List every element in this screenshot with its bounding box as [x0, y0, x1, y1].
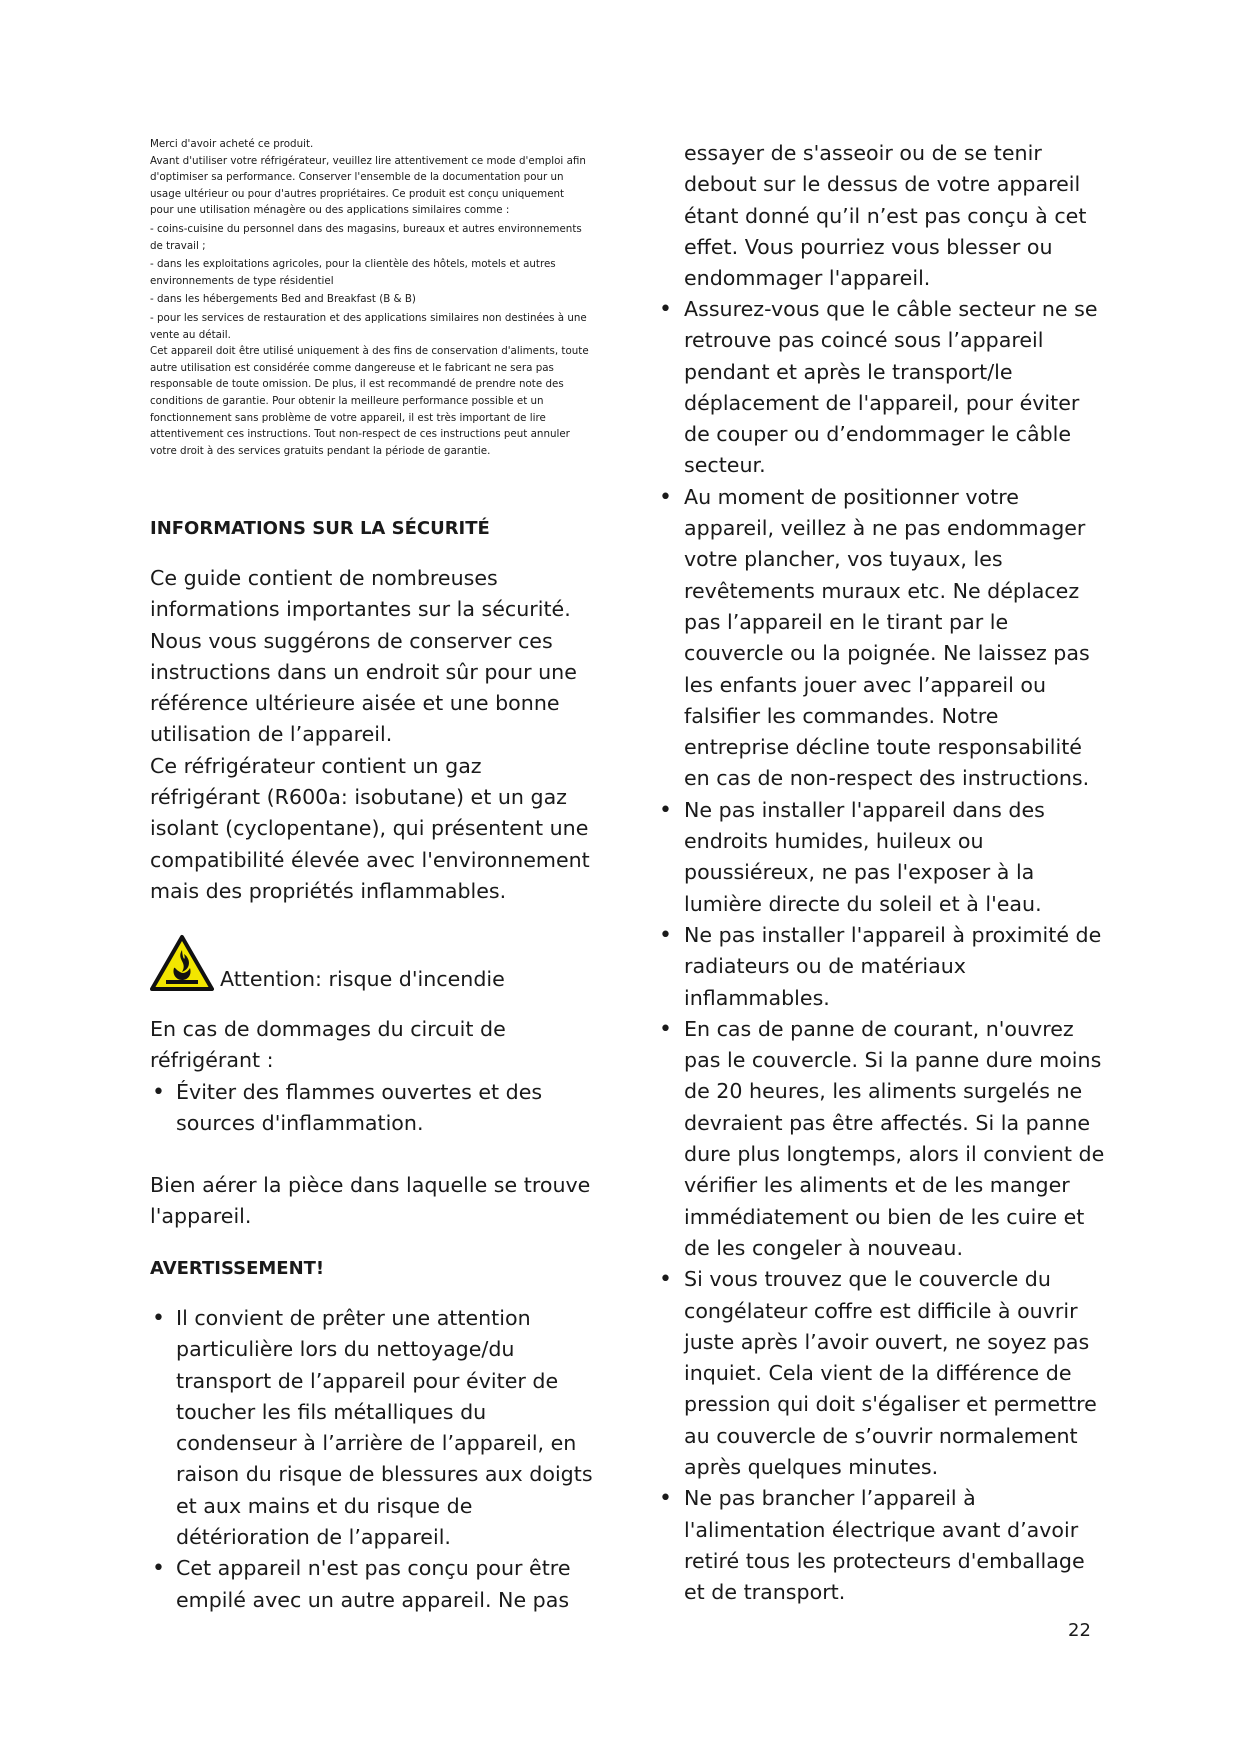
list-item: • Au moment de positionner votre appareil, veillez à ne pas endommager votre plancher, vos tuyaux, les revêtements muraux etc. Ne déplacez pas l’appareil en le tirant par le couvercle ou la poignée. Ne laissez pas les enfants jouer avec l’appareil ou falsifier les commandes. Notre entreprise décline toute responsabilité en cas de non-respect des instructions. [657, 482, 1107, 795]
damage-list [150, 1077, 600, 1140]
warning-continuation [657, 138, 1107, 294]
safety-heading: INFORMATIONS SUR LA SÉCURITÉ [150, 518, 490, 539]
safety-text [150, 563, 590, 907]
damage-intro: En cas de dommages du circuit de réfrigérant : [150, 1017, 506, 1073]
refrigerant-paragraph: Ce réfrigérateur contient un gaz réfrigérant (R600a: isobutane) et un gaz isolant (cyclopentane), qui présentent une compatibilité élevée avec l'environnement mais des propriétés inflammables. [150, 753, 590, 903]
intro-list-item: - pour les services de restauration et des applications similaires non destinées à une vente au détail. [150, 311, 587, 341]
ventilate-paragraph: Bien aérer la pièce dans laquelle se trouve l'appareil. [150, 1173, 591, 1229]
safety-paragraph: Ce guide contient de nombreuses informations importantes sur la sécurité. Nous vous suggérons de conserver ces instructions dans un endroit sûr pour une référence ultérieure aisée et une bonne utilisation de l’appareil. [150, 566, 577, 747]
intro-list-item: - dans les exploitations agricoles, pour la clientèle des hôtels, motels et autres environnements de type résidentiel [150, 258, 556, 287]
intro-list-item: - dans les hébergements Bed and Breakfast (B & B) [150, 293, 416, 306]
warning-heading: AVERTISSEMENT! [150, 1258, 325, 1279]
list-item: • En cas de panne de courant, n'ouvrez pas le couvercle. Si la panne dure moins de 20 heures, les aliments surgelés ne devraient pas être affectés. Si la panne dure plus longtemps, alors il convient de vérifier les aliments et de les manger immédiatement ou bien de les cuire et de les congeler à nouveau. [657, 1014, 1107, 1264]
intro-list-item: - coins-cuisine du personnel dans des magasins, bureaux et autres environnements de travail ; [150, 222, 582, 252]
list-item: • Cet appareil n'est pas conçu pour être empilé avec un autre appareil. Ne pas [150, 1553, 600, 1616]
page-number: 22 [1068, 1620, 1091, 1641]
warning-list-right [657, 294, 1107, 1608]
intro-paragraph-usage: Cet appareil doit être utilisé uniquement à des fins de conservation d'aliments, toute autre utilisation est considérée comme dangereuse et le fabricant ne sera pas responsable de toute omission. De plus, il est recommandé de prendre note des conditions de garantie. Pour obtenir la meilleure performance possible et un fonctionnement sans problème de votre appareil, il est très important de lire attentivement ces instructions. Tout non-respect de ces instructions peut annuler votre droit à des services gratuits pendant la période de garantie. [150, 345, 589, 457]
fire-warning-text: Attention: risque d'incendie [220, 967, 505, 991]
damage-section [150, 1014, 600, 1139]
continuation-text: essayer de s'asseoir ou de se tenir debout sur le dessus de votre appareil étant donné qu’il n’est pas conçu à cet effet. Vous pourriez vous blesser ou endommager l'appareil. [684, 141, 1087, 291]
list-item: • Ne pas installer l'appareil dans des endroits humides, huileux ou poussiéreux, ne pas l'exposer à la lumière directe du soleil et à l'eau. [657, 795, 1107, 920]
list-item: • Si vous trouvez que le couvercle du congélateur coffre est difficile à ouvrir juste après l’avoir ouvert, ne soyez pas inquiet. Cela vient de la différence de pression qui doit s'égaliser et permettre au couvercle de s’ouvrir normalement après quelques minutes. [657, 1264, 1107, 1483]
ventilate-text [150, 1170, 600, 1233]
intro-paragraph: Avant d'utiliser votre réfrigérateur, veuillez lire attentivement ce mode d'emploi afin d'optimiser sa performance. Conserver l'ensemble de la documentation pour un usage ultérieur ou pour d'autres propriétaires. Ce produit est conçu uniquement pour une utilisation ménagère ou des applications similaires comme : [150, 154, 586, 217]
flammable-warning-icon [150, 934, 214, 992]
intro-section [150, 136, 590, 459]
list-item: • Assurez-vous que le câble secteur ne se retrouve pas coincé sous l’appareil pendant et après le transport/le déplacement de l'appareil, pour éviter de couper ou d’endommager le câble secteur. [657, 294, 1107, 482]
fire-warning-row [150, 934, 600, 996]
list-item: • Ne pas brancher l’appareil à l'alimentation électrique avant d’avoir retiré tous les protecteurs d'emballage et de transport. [657, 1483, 1107, 1608]
list-item: • Il convient de prêter une attention particulière lors du nettoyage/du transport de l’appareil pour éviter de toucher les fils métalliques du condenseur à l’arrière de l’appareil, en raison du risque de blessures aux doigts et aux mains et du risque de détérioration de l’appareil. [150, 1303, 600, 1553]
warning-list-left [150, 1303, 600, 1616]
list-item: • Ne pas installer l'appareil à proximité de radiateurs ou de matériaux inflammables. [657, 920, 1107, 1014]
list-item: • Éviter des flammes ouvertes et des sources d'inflammation. [150, 1077, 600, 1140]
intro-thanks: Merci d'avoir acheté ce produit. [150, 138, 314, 150]
